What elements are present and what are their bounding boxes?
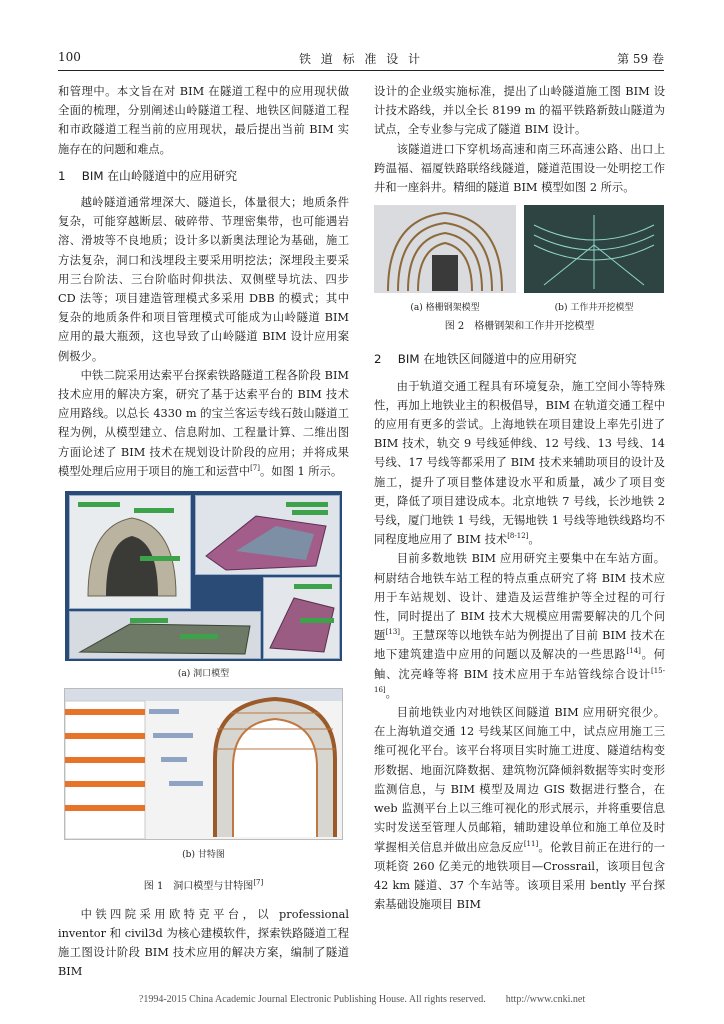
paragraph-text: 。王慧琛等以地铁车站为例提出了目前 BIM 技术在地下建筑建造中应用的问题以及解决的一些思路: [374, 629, 665, 662]
left-column: [58, 82, 349, 981]
paragraph-text: 。何鲉、沈亮峰等将 BIM 技术应用于车站管线综合设计: [374, 648, 665, 681]
figure-2-subcaptions: [374, 299, 664, 315]
figure-2b-caption: (b) 工作井开挖模型: [554, 303, 634, 314]
portal-model-view-4: [263, 577, 340, 659]
paragraph-creec-dassault: [58, 366, 349, 481]
figure-1a-caption: (a) 洞口模型: [177, 669, 230, 680]
paragraph-text: 目前多数地铁 BIM 应用研究主要集中在车站方面。柯尉结合地铁车站工程的特点重点研究了将 BIM 技术应用于车站规划、设计、建造及运营维护等全过程的可行性，同时提出了 BIM 技术大规模应用需要解决的几个问题: [374, 552, 665, 643]
paragraph-rail-transit: [374, 377, 665, 550]
paragraph-text: 。伦敦目前正在进行的一项耗资 260 亿美元的地铁项目—Crossrail，该项目包含 42 km 隧道、37 个车站等。该项目采用 bently 平台探索基础设施项目 BIM: [374, 840, 665, 912]
steel-frame-render-icon: [374, 205, 516, 293]
paragraph-text-end: 。: [385, 686, 397, 700]
section-2-title: BIM 在地铁区间隧道中的应用研究: [397, 352, 577, 367]
citation: [15-16]: [374, 666, 665, 695]
figure-1-caption: [58, 877, 349, 896]
figure-2-caption: 图 2 格栅钢架和工作井开挖模型: [444, 321, 595, 333]
citation: [8-12]: [507, 532, 529, 541]
figure-2: [374, 205, 664, 295]
figure-2a-caption: (a) 格栅钢架模型: [410, 303, 480, 314]
paragraph-mountain-tunnel: 越岭隧道通常埋深大、隧道长，体量很大；地质条件复杂，可能穿越断层、破碎带、节理密集带，也可能遇岩溶、滑坡等不良地质；设计多以新奥法理论为基础，施工方法复杂，洞口和浅埋段主要采用明挖法；深埋段主要采用三台阶法、三台阶临时仰拱法、双侧壁导坑法、四步 CD 法等；项目建造管理模式多采用 DBB 的模式；其中复杂的地质条件和项目管理模式可能成为山岭隧道 BIM 应用的最大瓶颈，这也导致了山岭隧道 BIM 设计应用案例极少。: [58, 196, 349, 363]
gantt-chart-render-icon: [65, 689, 342, 839]
section-2-number: 2: [374, 352, 382, 367]
portal-model-view-3: [69, 611, 261, 659]
section-1-heading: [58, 167, 349, 186]
figure-1b-caption: (b) 甘特图: [182, 850, 225, 861]
paragraph-text-end: 。: [528, 533, 540, 547]
volume-label: 第 59 卷: [617, 52, 664, 66]
paragraph-continuation: 设计的企业级实施标准，提出了山岭隧道施工图 BIM 设计技术路线，并以全长 8199 m 的福平铁路新鼓山隧道为试点，全专业参与完成了隧道 BIM 设计。: [374, 85, 665, 137]
paragraph-metro-interval-tunnel: [374, 703, 665, 914]
paragraph-text: 由于轨道交通工程具有环境复杂，施工空间小等特殊性，再加上地铁业主的积极倡导，BIM 在轨道交通工程中的应用有更多的尝试。上海地铁在项目建设上率先引进了 BIM 技术，轨交 9 号线延伸线、12 号线、13 号线、14 号线、17 号线等都采用了 BIM 技术来辅助项目的设计及施工，提升了项目整体建设水平和质量，减少了项目变更，降低了项目建设成本。北京地铁 7 号线，长沙地铁 2 号线，厦门地铁 1 号线，无锡地铁 1 号线等地铁线路均不同程度地应用了 BIM 技术: [374, 379, 665, 547]
journal-title: 铁 道 标 准 设 计: [298, 52, 424, 66]
running-header: [58, 50, 664, 68]
page-number: 100: [58, 50, 81, 64]
figure-1b-gantt-chart: [64, 688, 343, 840]
citation: [11]: [523, 839, 539, 848]
section-1-title: BIM 在山岭隧道中的应用研究: [81, 168, 238, 183]
paragraph-crsdi-autodesk: 中铁四院采用欧特克平台，以 professional inventor 和 civil3d 为核心建模软件，探索铁路隧道工程施工图设计阶段 BIM 技术应用的解决方案，编制了隧道 BIM: [58, 907, 349, 979]
copyright-footer: ?1994-2015 China Academic Journal Electronic Publishing House. All rights reserved. http://www.cnki.net: [138, 994, 586, 1005]
paragraph-metro-station: [374, 549, 665, 703]
right-column: [374, 82, 665, 914]
citation: [7]: [253, 879, 264, 888]
paragraph-text: 中铁二院采用达索平台探索铁路隧道工程各阶段 BIM 技术应用的解决方案，研究了基于达索平台的 BIM 技术应用路线。以总长 4330 m 的宝兰客运专线石鼓山隧道工程为例，从模型建立、信息附加、工程量计算、二维出图方面论述了 BIM 技术在规划设计阶段的应用；并将成果模型处理后应用于项目的施工和运营中: [58, 368, 349, 478]
figure-1a-portal-model: [65, 491, 342, 661]
shaft-excavation-render-icon: [524, 205, 664, 293]
citation: [7]: [250, 464, 260, 473]
header-rule: [58, 70, 664, 71]
citation: [13]: [385, 628, 401, 637]
paragraph-tunnel-description: 该隧道进口下穿机场高速和南三环高速公路、出口上跨温福、福厦铁路联络线隧道，隧道范围设一处明挖工作井和一座斜井。精细的隧道 BIM 模型如图 2 所示。: [374, 142, 665, 195]
portal-model-view-1: [69, 495, 191, 609]
tunnel-portal-render-icon: [70, 496, 190, 608]
section-2-heading: [374, 350, 665, 369]
tunnel-section-render-icon: [70, 612, 260, 658]
figure-2b-shaft-excavation: [524, 205, 664, 293]
paragraph-text-end: 。如图 1 所示。: [259, 464, 343, 478]
citation: [14]: [626, 647, 641, 656]
section-1-number: 1: [58, 168, 66, 183]
figure-2a-grid-steel-frame: [374, 205, 516, 293]
figure-1-caption-text: 图 1 洞口模型与甘特图: [143, 881, 254, 893]
portal-model-view-2: [195, 495, 340, 575]
intro-paragraph: 和管理中。本文旨在对 BIM 在隧道工程中的应用现状做全面的梳理，分别阐述山岭隧道工程、地铁区间隧道工程和市政隧道工程当前的应用现状，最后提出当前 BIM 实施存在的问题和难点。: [58, 85, 349, 156]
slope-model-render-icon: [196, 496, 339, 574]
excavation-model-render-icon: [264, 578, 339, 658]
paragraph-text: 目前地铁业内对地铁区间隧道 BIM 应用研究很少。在上海轨道交通 12 号线某区间施工中，试点应用施工三维可视化平台。该平台将项目实时施工进度、隧道结构变形数据、地面沉降数据、建筑物沉降倾斜数据等实时变形监测信息，与 BIM 模型及周边 GIS 数据进行整合，在 web 监测平台上以三维可视化的形式展示，并将重要信息实时发送至管理人员邮箱，辅助建设单位和施工单位及时掌握相关信息并做出应急反应: [374, 706, 665, 854]
